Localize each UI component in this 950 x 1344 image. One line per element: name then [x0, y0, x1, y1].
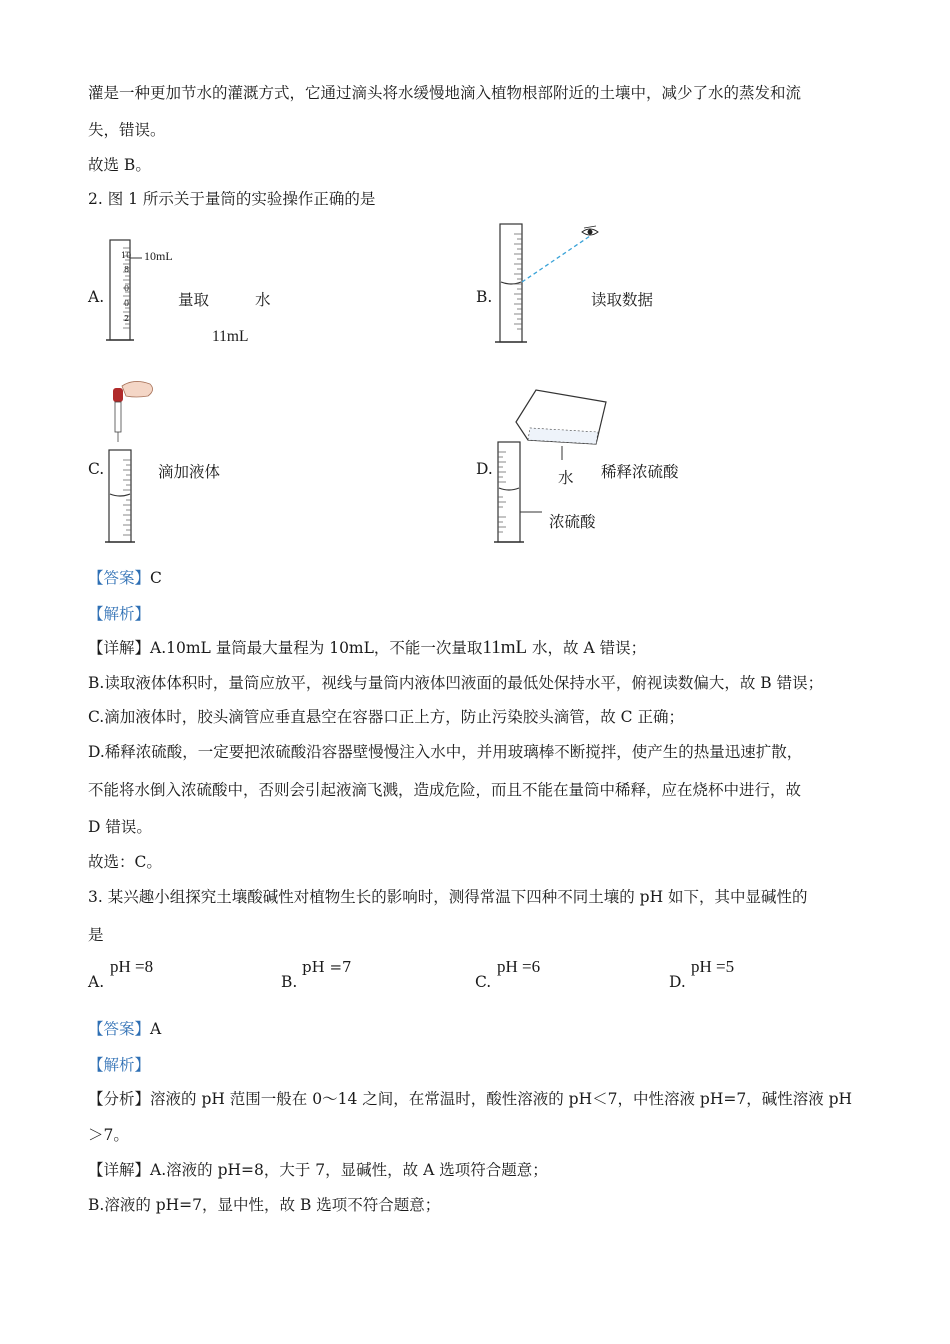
cyl-a-tick-0b: 0 — [124, 299, 130, 308]
q3-option-d-value: pH =5 — [691, 957, 735, 976]
q3-analyze-line1 — [88, 1089, 852, 1109]
q2-option-a-text2: 水 — [255, 291, 271, 309]
q2-option-c-letter: C. — [88, 460, 105, 478]
answer-value: C — [150, 569, 162, 587]
q1-tail-line1: 灌是一种更加节水的灌溉方式，它通过滴头将水缓慢地滴入植物根部附近的土壤中，减少了水的蒸发和流 — [88, 84, 802, 102]
cyl-a-tick-2: 2 — [124, 314, 130, 323]
answer-tag: 【答案】 — [88, 1020, 151, 1038]
q2-detail-d2: 不能将水倒入浓硫酸中，否则会引起液滴飞溅，造成危险，而且不能在量筒中稀释，应在烧杯中进行，故 — [88, 781, 802, 799]
q1-tail-line2: 失，错误。 — [88, 121, 166, 139]
q2-option-d-text: 稀释浓硫酸 — [601, 463, 679, 481]
detail-a-post: 水，故 A 错误； — [527, 639, 647, 657]
q2-option-b-text: 读取数据 — [591, 291, 654, 309]
analyze-tag: 【分析】 — [88, 1090, 151, 1108]
detail-tag: 【详解】 — [88, 639, 151, 657]
q3-detail-a — [88, 1160, 548, 1180]
detail-a-volume: 11mL — [482, 637, 528, 658]
q2-detail-d1: D.稀释浓硫酸，一定要把浓硫酸沿容器壁慢慢注入水中，并用玻璃棒不断搅拌，使产生的热量迅速扩散， — [88, 743, 803, 761]
q2-detail-d3: D 错误。 — [88, 818, 152, 836]
q2-answer — [88, 568, 162, 588]
q2-option-a-letter: A. — [88, 288, 105, 306]
answer-value: A — [150, 1020, 162, 1038]
q2-detail-c: C.滴加液体时，胶头滴管应垂直悬空在容器口正上方，防止污染胶头滴管，故 C 正确； — [88, 708, 684, 726]
q2-choose: 故选：C。 — [88, 853, 162, 871]
q2-analysis-tag: 【解析】 — [88, 605, 151, 623]
q3-stem-line1: 3. 某兴趣小组探究土壤酸碱性对植物生长的影响时，测得常温下四种不同土壤的 pH 如下，其中显碱性的 — [88, 888, 808, 906]
q2-option-a-text1: 量取 — [178, 291, 210, 309]
detail-a-text: A.溶液的 pH=8，大于 7，显碱性，故 A 选项符合题意； — [150, 1161, 548, 1179]
q2-option-d-letter: D. — [476, 460, 493, 478]
detail-a-pre: A.10mL 量筒最大量程为 10mL，不能一次量取 — [150, 639, 483, 657]
q3-option-a-letter: A. — [88, 973, 105, 991]
q2-detail-b: B.读取液体体积时，量筒应放平，视线与量筒内液体凹液面的最低处保持水平，俯视读数偏大，故 B 错误； — [88, 674, 824, 692]
q3-option-b-letter: B. — [281, 973, 298, 991]
q3-option-d-letter: D. — [669, 973, 686, 991]
cyl-a-tick-8: 8 — [124, 265, 130, 274]
detail-tag: 【详解】 — [88, 1161, 151, 1179]
q2-option-d-acid-label: 浓硫酸 — [549, 513, 596, 531]
q2-option-c-text: 滴加液体 — [158, 463, 221, 481]
q2-option-a-text3: 11mL — [212, 328, 249, 345]
q3-answer — [88, 1019, 161, 1039]
q3-option-a-value: pH =8 — [110, 957, 154, 976]
cyl-a-scale-label: 10mL — [144, 249, 173, 263]
dropper-cylinder-c-figure — [104, 376, 164, 546]
cyl-a-tick-10: 10 — [121, 251, 132, 260]
graduated-cylinder-b-figure — [492, 220, 602, 348]
answer-tag: 【答案】 — [88, 569, 151, 587]
q3-analyze-line2: ＞7。 — [88, 1126, 129, 1144]
q2-option-b-letter: B. — [476, 288, 493, 306]
q3-stem-line2: 是 — [88, 926, 104, 944]
q1-choose: 故选 B。 — [88, 156, 151, 174]
q3-option-c-value: pH =6 — [497, 957, 541, 976]
analyze-text: 溶液的 pH 范围一般在 0～14 之间，在常温时，酸性溶液的 pH＜7，中性溶液 pH=7，碱性溶液 pH — [150, 1090, 853, 1108]
q2-stem: 2. 图 1 所示关于量筒的实验操作正确的是 — [88, 190, 376, 208]
q3-detail-b: B.溶液的 pH=7，显中性，故 B 选项不符合题意； — [88, 1196, 441, 1214]
q3-analysis-tag: 【解析】 — [88, 1056, 151, 1074]
q2-option-d-water-label: 水 — [558, 469, 574, 487]
q3-option-c-letter: C. — [475, 973, 492, 991]
q3-option-b-value: pH =7 — [302, 958, 352, 976]
cyl-a-tick-0a: 0 — [124, 284, 130, 293]
q2-detail-a — [88, 638, 646, 658]
